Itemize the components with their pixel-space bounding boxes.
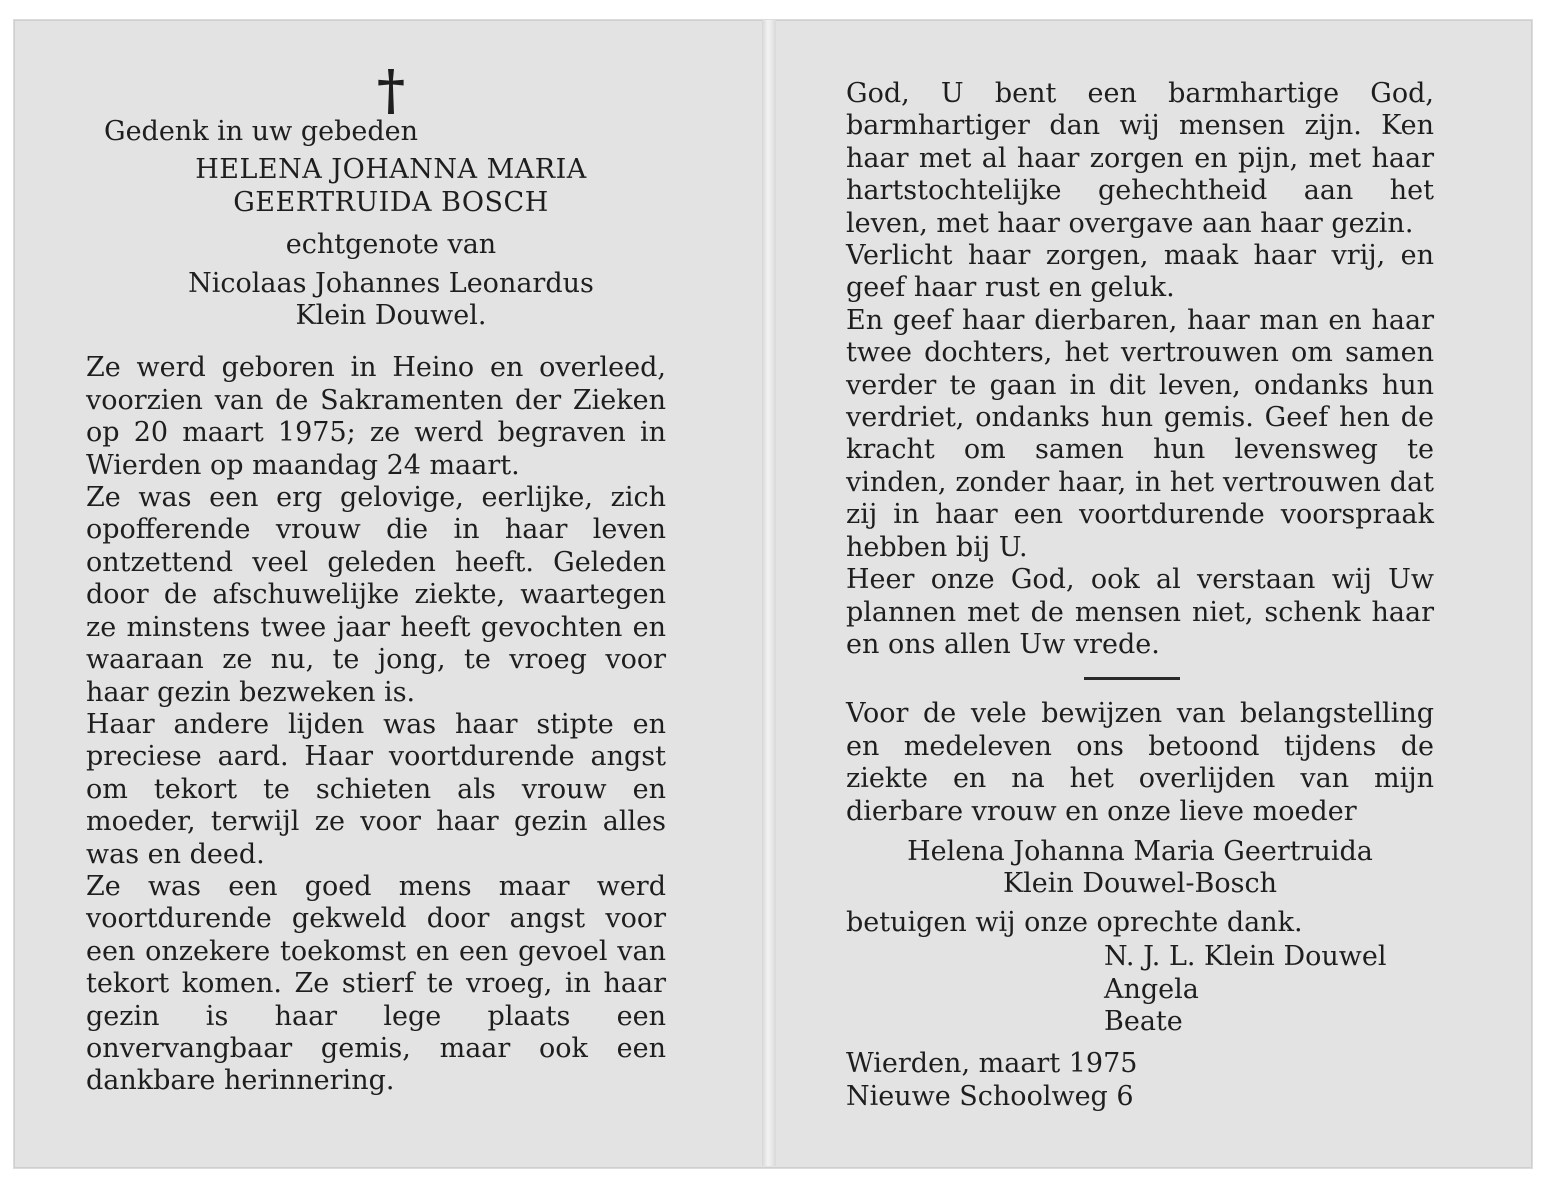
deceased-full-name-line1: Helena Johanna Maria Geertruida [907,835,1373,867]
place-date: Wierden, maart 1975 [846,1048,1138,1080]
signatory: Angela [1104,973,1199,1005]
biography-paragraph: Haar andere lijden was haar stipte en preciese aard. Haar voortdurende angst om tekort te schieten als vrouw en moeder, terwijl ze voor haar gezin alles was en deed. [86,708,666,870]
biography-paragraph: Ze was een goed mens maar werd voortdurende gekweld door angst voor een onzekere toekomst en een gevoel van tekort komen. Ze stierf te vroeg, in haar gezin is haar lege plaats een onvervangbaar gemis, maar ook een dankbare herinnering. [86,870,666,1097]
biography-paragraph: Ze werd geboren in Heino en overleed, voorzien van de Sakramenten der Zieken op 20 maart 1975; ze werd begraven in Wierden op maandag 24 maart. [86,352,666,481]
thanks-intro: Voor de vele bewijzen van belangstelling en medeleven ons betoond tijdens de ziekte en na het overlijden van mijn dierbare vrouw en onze lieve moeder [846,698,1434,827]
divider [1084,677,1180,680]
prayer-paragraph: Verlicht haar zorgen, maak haar vrij, en geef haar rust en geluk. [846,240,1434,304]
spouse-intro: echtgenote van [285,229,497,261]
deceased-name-line1: HELENA JOHANNA MARIA [195,154,587,186]
intro-text: Gedenk in uw gebeden [104,116,419,147]
spouse-name-line1: Nicolaas Johannes Leonardus [188,267,594,299]
right-panel [846,0,1434,1113]
biography-paragraph: Ze was een erg gelovige, eerlijke, zich opofferende vrouw die in haar leven ontzettend veel geleden heeft. Geleden door de afschuwelijke ziekte, waartegen ze minstens twee jaar heeft gevochten en waaraan ze nu, te jong, te vroeg voor haar gezin bezweken is. [86,482,666,708]
prayer-paragraph: God, U bent een barmhartige God, barmhartiger dan wij mensen zijn. Ken haar met al haar zorgen en pijn, met haar hartstochtelijke gehechtheid aan het leven, met haar overgave aan haar gezin. [846,78,1434,239]
signatory: Beate [1104,1005,1183,1037]
prayer-paragraph: Heer onze God, ook al verstaan wij Uw plannen met de mensen niet, schenk haar en ons allen Uw vrede. [846,564,1434,660]
prayer-paragraph: En geef haar dierbaren, haar man en haar twee dochters, het vertrouwen om samen verder te gaan in dit leven, ondanks hun verdriet, ondanks hun gemis. Geef hen de kracht om samen hun levensweg te vinden, zonder haar, in het vertrouwen dat zij in haar een voortdurende voorspraak hebben bij U. [846,304,1434,563]
address: Nieuwe Schoolweg 6 [846,1080,1134,1112]
card-fold [762,20,776,1166]
signatory: N. J. L. Klein Douwel [1104,941,1387,973]
thanks-outro: betuigen wij onze oprechte dank. [846,906,1303,938]
spouse-name-line2: Klein Douwel. [295,300,487,332]
cross-icon: † [376,58,406,122]
deceased-full-name-line2: Klein Douwel-Bosch [1003,868,1277,900]
left-panel [86,0,666,1098]
deceased-name-line2: GEERTRUIDA BOSCH [233,186,549,218]
